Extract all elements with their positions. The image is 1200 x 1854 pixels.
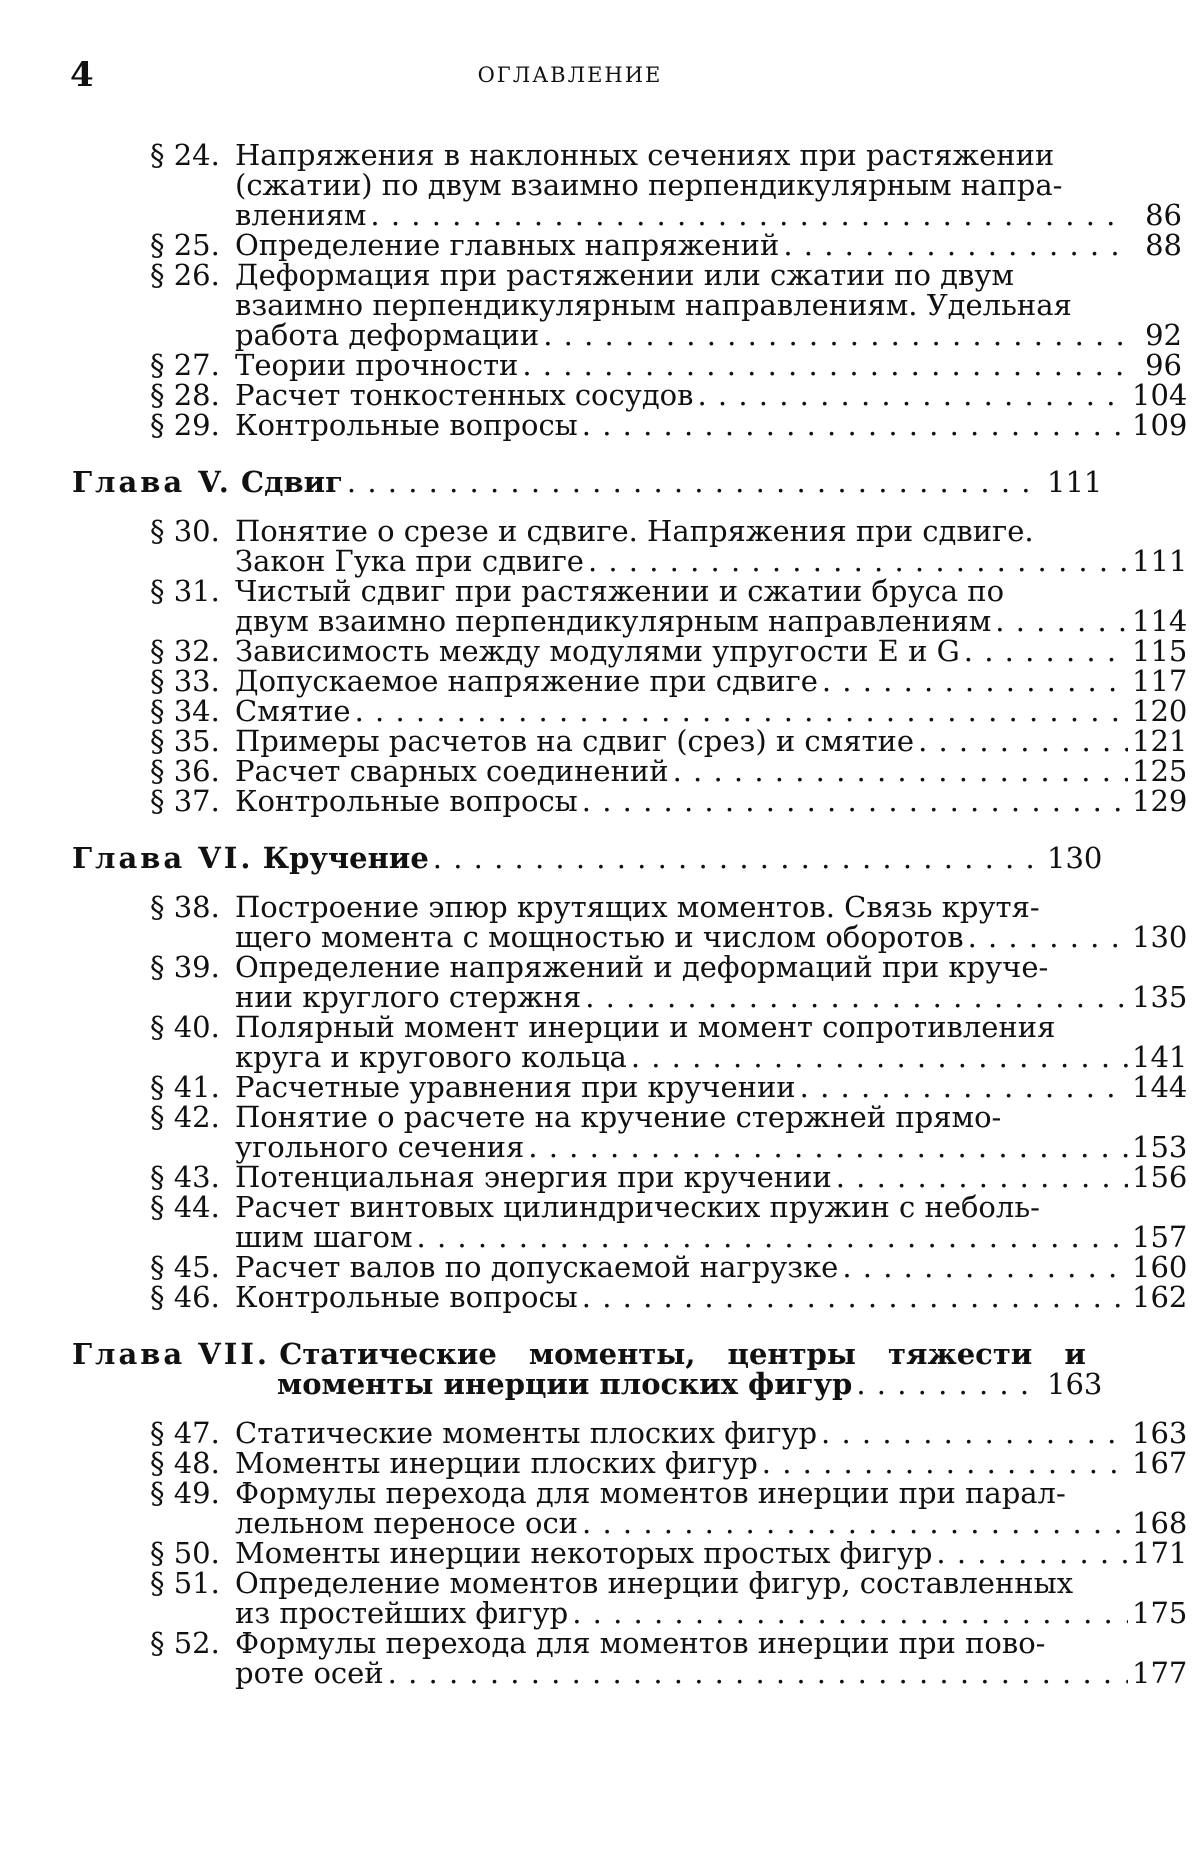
- section-title-line: [235, 408, 1188, 442]
- chapter-prefix: Глава V.: [72, 465, 232, 499]
- toc-section-entry: [150, 260, 1182, 350]
- section-title-line: [235, 200, 1182, 230]
- section-title-line: [235, 140, 1182, 170]
- toc-section-entry: [150, 1190, 1188, 1254]
- section-title-line: [235, 694, 1188, 728]
- page-ref: 162: [1132, 1280, 1188, 1314]
- section-number: § 32.: [150, 634, 220, 668]
- section-title-text: Расчет сварных соединений: [235, 754, 669, 788]
- section-title-text: Определение моментов инерции фигур, составленных: [235, 1566, 1074, 1600]
- section-title-text: угольного сечения: [235, 1130, 525, 1164]
- section-title-line: [235, 1220, 1188, 1254]
- section-title-line: [235, 1656, 1188, 1690]
- page-ref: 160: [1132, 1250, 1188, 1284]
- section-title-line: [235, 1250, 1188, 1284]
- dot-leader: [762, 1448, 1128, 1478]
- section-number: § 48.: [150, 1446, 220, 1480]
- dot-leader: [968, 922, 1128, 952]
- section-title-text: круга и кругового кольца: [235, 1040, 627, 1074]
- page-ref: 114: [1132, 604, 1188, 638]
- section-title-text: из простейших фигур: [235, 1596, 569, 1630]
- dot-leader: [528, 1132, 1128, 1162]
- section-title-text: Расчет тонкостенных сосудов: [235, 378, 694, 412]
- page-ref: 92: [1145, 318, 1182, 352]
- section-title-line: [235, 230, 1182, 260]
- section-title-text: Расчет винтовых цилиндрических пружин с неболь-: [235, 1190, 1040, 1224]
- page-ref: 109: [1132, 408, 1188, 442]
- dot-leader: [697, 380, 1128, 410]
- dot-leader: [936, 1538, 1128, 1568]
- section-title-text: Определение главных напряжений: [235, 228, 780, 262]
- section-title-text: (сжатии) по двум взаимно перпендикулярным напра-: [235, 168, 1063, 202]
- section-title-text: Чистый сдвиг при растяжении и сжатии бруса по: [235, 574, 1005, 608]
- page-ref: 177: [1132, 1656, 1188, 1690]
- section-title-line: [235, 634, 1188, 668]
- section-title-text: Моменты инерции некоторых простых фигур: [235, 1536, 933, 1570]
- section-title-text: Контрольные вопросы: [235, 784, 578, 818]
- dot-leader: [370, 200, 1128, 230]
- section-title-line: [235, 980, 1188, 1014]
- toc-chapter-entry: [72, 841, 1103, 875]
- section-title-line: [235, 320, 1182, 350]
- section-number: § 47.: [150, 1416, 220, 1450]
- section-number: § 52.: [150, 1626, 220, 1660]
- section-title-line: [235, 1012, 1182, 1042]
- section-title-text: Допускаемое напряжение при сдвиге: [235, 664, 818, 698]
- section-number: § 49.: [150, 1476, 220, 1510]
- toc-section-entry: [150, 1566, 1188, 1630]
- toc-chapter-entry: [72, 465, 1103, 499]
- section-title-line: [235, 604, 1188, 638]
- page-ref: 130: [1047, 841, 1103, 875]
- section-title-text: двум взаимно перпендикулярным направлениям: [235, 604, 992, 638]
- section-number: § 46.: [150, 1280, 220, 1314]
- section-title-text: Расчетные уравнения при кручении: [235, 1070, 796, 1104]
- section-title-text: Моменты инерции плоских фигур: [235, 1446, 758, 1480]
- section-title-line: [235, 1596, 1188, 1630]
- section-number: § 33.: [150, 664, 220, 698]
- section-title-line: [235, 378, 1188, 412]
- section-title-line: [235, 1628, 1182, 1658]
- toc-section-entry: [150, 784, 1188, 818]
- section-title-line: [235, 1416, 1188, 1450]
- table-of-contents: [0, 140, 1200, 1688]
- dot-leader: [582, 410, 1128, 440]
- page-ref: 163: [1047, 1367, 1103, 1401]
- section-title-line: [235, 1506, 1188, 1540]
- page-ref: 168: [1132, 1506, 1188, 1540]
- page-number: 4: [70, 55, 94, 95]
- dot-leader: [856, 1369, 1043, 1399]
- toc-section-entry: [150, 1010, 1188, 1074]
- page-ref: 157: [1132, 1220, 1188, 1254]
- page-ref: 111: [1047, 465, 1103, 499]
- dot-leader: [842, 1252, 1128, 1282]
- dot-leader: [388, 1658, 1128, 1688]
- toc-section-entry: [150, 230, 1182, 260]
- section-title-line: [235, 1040, 1188, 1074]
- toc-section-entry: [150, 694, 1188, 728]
- toc-section-entry: [150, 1476, 1188, 1540]
- section-number: § 39.: [150, 950, 220, 984]
- page-ref: 167: [1132, 1446, 1188, 1480]
- page-ref: 104: [1132, 378, 1188, 412]
- section-number: § 30.: [150, 514, 220, 548]
- section-number: § 40.: [150, 1010, 220, 1044]
- page-ref: 88: [1145, 228, 1182, 262]
- section-title-text: Формулы перехода для моментов инерции при парал-: [235, 1476, 1066, 1510]
- section-title-line: [235, 290, 1182, 320]
- section-title-text: лельном переносе оси: [235, 1506, 579, 1540]
- dot-leader: [417, 1222, 1128, 1252]
- section-title-line: [235, 576, 1182, 606]
- page-ref: 86: [1145, 198, 1182, 232]
- page-ref: 115: [1132, 634, 1188, 668]
- section-number: § 28.: [150, 378, 220, 412]
- dot-leader: [572, 1598, 1128, 1628]
- section-title-line: [235, 1568, 1182, 1598]
- dot-leader: [631, 1042, 1128, 1072]
- section-number: § 35.: [150, 724, 220, 758]
- chapter-line: [72, 465, 1103, 499]
- section-title-line: [235, 1280, 1188, 1314]
- toc-section-entry: [150, 950, 1188, 1014]
- page-ref: 135: [1132, 980, 1188, 1014]
- page-ref: 130: [1132, 920, 1188, 954]
- section-title-text: Контрольные вопросы: [235, 1280, 578, 1314]
- section-title-line: [235, 724, 1188, 758]
- chapter-line: [72, 1367, 1103, 1401]
- dot-leader: [918, 726, 1128, 756]
- section-number: § 31.: [150, 574, 220, 608]
- section-title-text: Понятие о расчете на кручение стержней прямо-: [235, 1100, 1002, 1134]
- section-title-line: [235, 784, 1188, 818]
- chapter-prefix: Глава VII.: [72, 1337, 271, 1371]
- section-title-text: Закон Гука при сдвиге: [235, 544, 584, 578]
- toc-chapter-entry: [72, 1337, 1103, 1401]
- section-title-line: [235, 754, 1188, 788]
- dot-leader: [783, 230, 1128, 260]
- chapter-line: [72, 841, 1103, 875]
- page-ref: 144: [1132, 1070, 1188, 1104]
- dot-leader: [582, 1282, 1128, 1312]
- page-ref: 163: [1132, 1416, 1188, 1450]
- section-title-line: [235, 1536, 1188, 1570]
- section-number: § 27.: [150, 348, 220, 382]
- section-title-line: [235, 170, 1182, 200]
- chapter-title: Статические моменты, центры тяжести и: [279, 1337, 1086, 1371]
- section-title-text: Зависимость между модулями упругости E и G: [235, 634, 960, 668]
- toc-section-entry: [150, 1446, 1188, 1480]
- section-number: § 38.: [150, 890, 220, 924]
- page-header: [70, 50, 1070, 100]
- section-title-line: [235, 1160, 1188, 1194]
- dot-leader: [582, 786, 1128, 816]
- section-number: § 43.: [150, 1160, 220, 1194]
- section-title-text: Потенциальная энергия при кручении: [235, 1160, 832, 1194]
- toc-section-entry: [150, 140, 1182, 230]
- section-title-line: [235, 664, 1188, 698]
- toc-section-entry: [150, 1416, 1188, 1450]
- dot-leader: [800, 1072, 1128, 1102]
- section-title-line: [235, 952, 1182, 982]
- toc-section-entry: [150, 350, 1182, 380]
- section-title-text: Полярный момент инерции и момент сопротивления: [235, 1010, 1056, 1044]
- section-number: § 36.: [150, 754, 220, 788]
- toc-section-entry: [150, 1100, 1188, 1164]
- section-number: § 50.: [150, 1536, 220, 1570]
- page-ref: 111: [1132, 544, 1188, 578]
- section-title-text: Расчет валов по допускаемой нагрузке: [235, 1250, 839, 1284]
- page-ref: 141: [1132, 1040, 1188, 1074]
- page-ref: 121: [1132, 724, 1188, 758]
- section-title-text: шим шагом: [235, 1220, 413, 1254]
- section-title-text: Определение напряжений и деформаций при круче-: [235, 950, 1049, 984]
- dot-leader: [964, 636, 1128, 666]
- chapter-line: [72, 1339, 1097, 1369]
- section-number: § 42.: [150, 1100, 220, 1134]
- section-number: § 25.: [150, 228, 220, 262]
- toc-section-entry: [150, 1626, 1188, 1690]
- section-title-line: [235, 892, 1182, 922]
- dot-leader: [582, 1508, 1128, 1538]
- section-number: § 34.: [150, 694, 220, 728]
- chapter-prefix: Глава VI.: [72, 841, 254, 875]
- chapter-title: моменты инерции плоских фигур: [277, 1367, 853, 1401]
- toc-section-entry: [150, 754, 1188, 788]
- section-title-line: [235, 920, 1188, 954]
- section-title-text: Контрольные вопросы: [235, 408, 578, 442]
- page-ref: 117: [1132, 664, 1188, 698]
- dot-leader: [995, 606, 1128, 636]
- running-title: ОГЛАВЛЕНИЕ: [477, 63, 663, 87]
- section-title-line: [235, 1130, 1188, 1164]
- section-title-line: [235, 260, 1182, 290]
- section-title-text: нии круглого стержня: [235, 980, 582, 1014]
- page-ref: 120: [1132, 694, 1188, 728]
- section-title-line: [235, 516, 1182, 546]
- section-title-text: влениям: [235, 198, 367, 232]
- section-title-text: роте осей: [235, 1656, 384, 1690]
- toc-section-entry: [150, 378, 1188, 412]
- dot-leader: [543, 320, 1128, 350]
- section-number: § 37.: [150, 784, 220, 818]
- section-number: § 26.: [150, 258, 220, 292]
- toc-section-entry: [150, 664, 1188, 698]
- toc-section-entry: [150, 574, 1188, 638]
- section-title-text: Деформация при растяжении или сжатии по двум: [235, 258, 1014, 292]
- section-title-text: Построение эпюр крутящих моментов. Связь крутя-: [235, 890, 1040, 924]
- section-number: § 51.: [150, 1566, 220, 1600]
- section-title-text: Смятие: [235, 694, 351, 728]
- toc-section-entry: [150, 1070, 1188, 1104]
- section-number: § 24.: [150, 138, 220, 172]
- section-title-text: взаимно перпендикулярным направлениям. Удельная: [235, 288, 1072, 322]
- section-title-text: Понятие о срезе и сдвиге. Напряжения при сдвиге.: [235, 514, 1034, 548]
- section-title-line: [235, 350, 1182, 380]
- section-number: § 44.: [150, 1190, 220, 1224]
- toc-section-entry: [150, 1160, 1188, 1194]
- toc-section-entry: [150, 890, 1188, 954]
- section-title-text: Статические моменты плоских фигур: [235, 1416, 818, 1450]
- section-title-line: [235, 1478, 1182, 1508]
- chapter-title: Кручение: [262, 841, 429, 875]
- toc-section-entry: [150, 1280, 1188, 1314]
- section-title-line: [235, 1102, 1182, 1132]
- chapter-title: Сдвиг: [241, 465, 343, 499]
- dot-leader: [433, 843, 1043, 873]
- toc-section-entry: [150, 724, 1188, 758]
- toc-section-entry: [150, 408, 1188, 442]
- section-title-line: [235, 1446, 1188, 1480]
- dot-leader: [347, 467, 1043, 497]
- section-title-text: Примеры расчетов на сдвиг (срез) и смятие: [235, 724, 915, 758]
- section-number: § 29.: [150, 408, 220, 442]
- dot-leader: [522, 350, 1128, 380]
- page-ref: 96: [1145, 348, 1182, 382]
- toc-section-entry: [150, 514, 1188, 578]
- section-title-line: [235, 544, 1188, 578]
- page-ref: 153: [1132, 1130, 1188, 1164]
- page-ref: 129: [1132, 784, 1188, 818]
- toc-section-entry: [150, 1250, 1188, 1284]
- dot-leader: [585, 982, 1128, 1012]
- section-title-line: [235, 1192, 1182, 1222]
- dot-leader: [822, 666, 1128, 696]
- dot-leader: [673, 756, 1128, 786]
- toc-section-entry: [150, 634, 1188, 668]
- dot-leader: [836, 1162, 1128, 1192]
- dot-leader: [821, 1418, 1128, 1448]
- section-title-text: Формулы перехода для моментов инерции при пово-: [235, 1626, 1046, 1660]
- page-ref: 125: [1132, 754, 1188, 788]
- toc-section-entry: [150, 1536, 1188, 1570]
- section-number: § 45.: [150, 1250, 220, 1284]
- section-title-text: работа деформации: [235, 318, 540, 352]
- section-title-text: щего момента с мощностью и числом оборотов: [235, 920, 964, 954]
- page-ref: 175: [1132, 1596, 1188, 1630]
- section-title-text: Напряжения в наклонных сечениях при растяжении: [235, 138, 1055, 172]
- page-ref: 171: [1132, 1536, 1188, 1570]
- section-number: § 41.: [150, 1070, 220, 1104]
- page-ref: 156: [1132, 1160, 1188, 1194]
- dot-leader: [588, 546, 1128, 576]
- section-title-text: Теории прочности: [235, 348, 519, 382]
- section-title-line: [235, 1070, 1188, 1104]
- dot-leader: [355, 696, 1128, 726]
